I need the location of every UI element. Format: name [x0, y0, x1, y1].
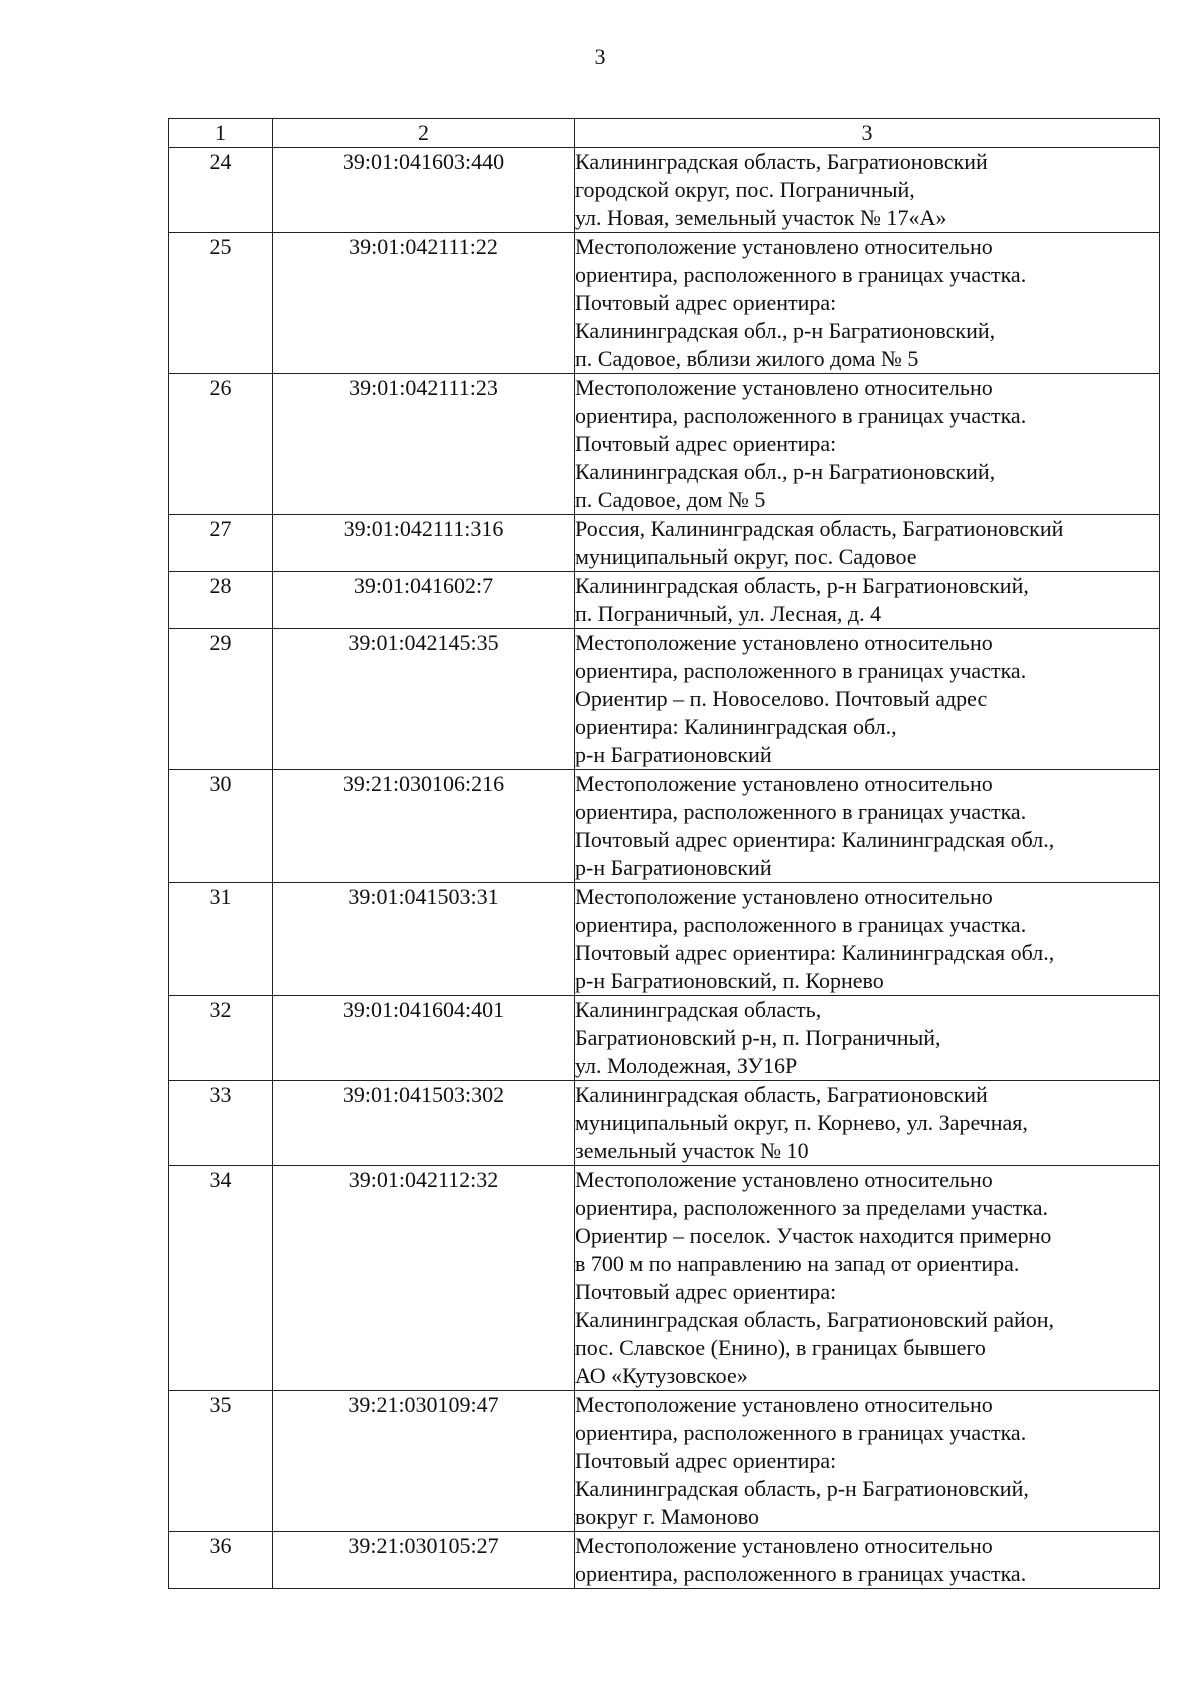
row-number: 36 [169, 1532, 273, 1589]
address-line: Местоположение установлено относительно [575, 1167, 993, 1192]
cadastral-number: 39:21:030105:27 [273, 1532, 575, 1589]
table-row [169, 996, 1160, 1081]
table-row [169, 629, 1160, 770]
address-line: Калининградская область, Багратионовский [575, 1082, 988, 1107]
address-line: Почтовый адрес ориентира: [575, 431, 837, 456]
cadastral-number: 39:01:041604:401 [273, 996, 575, 1081]
address-line: ул. Молодежная, ЗУ16Р [575, 1053, 798, 1078]
address-cell [575, 374, 1160, 515]
address-line: р-н Багратионовский [575, 742, 772, 767]
address-cell [575, 515, 1160, 572]
address-line: Калининградская область, р-н Багратионовский, [575, 1476, 1029, 1501]
address-line: вокруг г. Мамоново [575, 1504, 759, 1529]
address-line: ориентира, расположенного в границах участка. [575, 912, 1027, 937]
address-line: ориентира, расположенного в границах участка. [575, 1561, 1027, 1586]
address-cell [575, 1532, 1160, 1589]
table-row [169, 233, 1160, 374]
address-cell [575, 1081, 1160, 1166]
address-line: Россия, Калининградская область, Багратионовский [575, 516, 1064, 541]
address-line: ориентира: Калининградская обл., [575, 714, 897, 739]
table-row [169, 1166, 1160, 1391]
address-line: р-н Багратионовский, п. Корнево [575, 968, 884, 993]
table-row [169, 883, 1160, 996]
row-number: 32 [169, 996, 273, 1081]
cadastral-number: 39:01:041503:302 [273, 1081, 575, 1166]
address-cell [575, 770, 1160, 883]
column-header-address: 3 [575, 119, 1160, 148]
address-line: Калининградская область, [575, 997, 822, 1022]
table-row [169, 1532, 1160, 1589]
address-line: АО «Кутузовское» [575, 1363, 748, 1388]
address-line: р-н Багратионовский [575, 855, 772, 880]
address-line: Почтовый адрес ориентира: Калининградская обл., [575, 827, 1055, 852]
address-line: ориентира, расположенного в границах участка. [575, 262, 1027, 287]
address-line: Калининградская обл., р-н Багратионовский, [575, 318, 996, 343]
table-row [169, 572, 1160, 629]
cadastral-number: 39:01:042111:22 [273, 233, 575, 374]
address-line: городской округ, пос. Пограничный, [575, 177, 915, 202]
address-line: Багратионовский р-н, п. Пограничный, [575, 1025, 941, 1050]
table-row [169, 1081, 1160, 1166]
address-line: ориентира, расположенного в границах участка. [575, 1420, 1027, 1445]
table-header-row [169, 119, 1160, 148]
address-line: Калининградская область, Багратионовский [575, 149, 988, 174]
row-number: 35 [169, 1391, 273, 1532]
cadastral-number: 39:01:041603:440 [273, 148, 575, 233]
address-line: Ориентир – п. Новоселово. Почтовый адрес [575, 686, 988, 711]
column-header-cadastral: 2 [273, 119, 575, 148]
cadastral-number: 39:01:042145:35 [273, 629, 575, 770]
row-number: 30 [169, 770, 273, 883]
address-line: Местоположение установлено относительно [575, 771, 993, 796]
cadastral-number: 39:01:041503:31 [273, 883, 575, 996]
row-number: 25 [169, 233, 273, 374]
address-line: Местоположение установлено относительно [575, 375, 993, 400]
address-line: ул. Новая, земельный участок № 17«А» [575, 205, 947, 230]
address-line: Калининградская область, р-н Багратионовский, [575, 573, 1029, 598]
cadastral-number: 39:01:041602:7 [273, 572, 575, 629]
row-number: 34 [169, 1166, 273, 1391]
address-line: ориентира, расположенного за пределами участка. [575, 1195, 1049, 1220]
address-line: пос. Славское (Енино), в границах бывшего [575, 1335, 986, 1360]
row-number: 27 [169, 515, 273, 572]
address-line: Местоположение установлено относительно [575, 234, 993, 259]
table-row [169, 515, 1160, 572]
address-line: муниципальный округ, пос. Садовое [575, 544, 917, 569]
address-line: Почтовый адрес ориентира: Калининградская обл., [575, 940, 1055, 965]
address-line: п. Садовое, вблизи жилого дома № 5 [575, 346, 919, 371]
address-line: Почтовый адрес ориентира: [575, 290, 837, 315]
address-line: Местоположение установлено относительно [575, 1392, 993, 1417]
table-row [169, 770, 1160, 883]
address-line: муниципальный округ, п. Корнево, ул. Заречная, [575, 1110, 1028, 1135]
land-plots-table [168, 118, 1160, 1589]
table-body [169, 148, 1160, 1589]
address-line: Местоположение установлено относительно [575, 1533, 993, 1558]
row-number: 24 [169, 148, 273, 233]
address-line: Местоположение установлено относительно [575, 630, 993, 655]
address-cell [575, 1166, 1160, 1391]
address-cell [575, 996, 1160, 1081]
address-line: Почтовый адрес ориентира: [575, 1279, 837, 1304]
row-number: 33 [169, 1081, 273, 1166]
address-cell [575, 1391, 1160, 1532]
address-line: Калининградская обл., р-н Багратионовский, [575, 459, 996, 484]
address-line: п. Пограничный, ул. Лесная, д. 4 [575, 601, 882, 626]
address-line: ориентира, расположенного в границах участка. [575, 658, 1027, 683]
cadastral-number: 39:21:030106:216 [273, 770, 575, 883]
address-cell [575, 883, 1160, 996]
row-number: 29 [169, 629, 273, 770]
table-row [169, 374, 1160, 515]
address-line: Почтовый адрес ориентира: [575, 1448, 837, 1473]
address-cell [575, 572, 1160, 629]
page-number: 3 [594, 44, 606, 69]
cadastral-number: 39:01:042112:32 [273, 1166, 575, 1391]
cadastral-number: 39:01:042111:316 [273, 515, 575, 572]
row-number: 28 [169, 572, 273, 629]
address-cell [575, 629, 1160, 770]
table-row [169, 148, 1160, 233]
address-line: земельный участок № 10 [575, 1138, 809, 1163]
row-number: 31 [169, 883, 273, 996]
address-line: Калининградская область, Багратионовский район, [575, 1307, 1055, 1332]
address-line: ориентира, расположенного в границах участка. [575, 403, 1027, 428]
cadastral-number: 39:01:042111:23 [273, 374, 575, 515]
address-cell [575, 148, 1160, 233]
column-header-number: 1 [169, 119, 273, 148]
address-cell [575, 233, 1160, 374]
row-number: 26 [169, 374, 273, 515]
address-line: Ориентир – поселок. Участок находится примерно [575, 1223, 1052, 1248]
cadastral-number: 39:21:030109:47 [273, 1391, 575, 1532]
address-line: ориентира, расположенного в границах участка. [575, 799, 1027, 824]
address-line: Местоположение установлено относительно [575, 884, 993, 909]
address-line: п. Садовое, дом № 5 [575, 487, 766, 512]
address-line: в 700 м по направлению на запад от ориентира. [575, 1251, 1020, 1276]
table-row [169, 1391, 1160, 1532]
